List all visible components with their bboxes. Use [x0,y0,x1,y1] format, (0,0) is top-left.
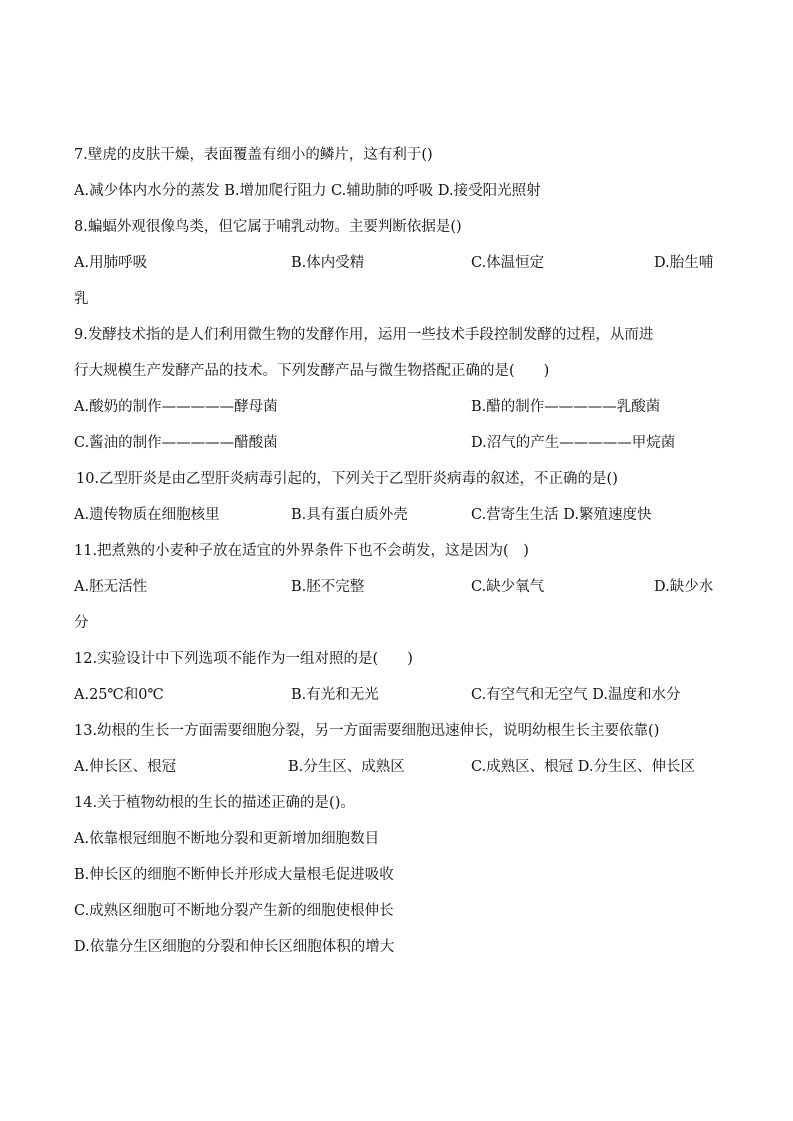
question-14-option-a: A.依靠根冠细胞不断地分裂和更新增加细胞数目 [74,831,380,847]
question-9-option-d: D.沼气的产生—————甲烷菌 [471,435,676,451]
question-9-stem-line-2: 行大规模生产发酵产品的技术。下列发酵产品与微生物搭配正确的是( ) [74,363,550,379]
question-11-stem: 11.把煮熟的小麦种子放在适宜的外界条件下也不会萌发，这是因为( ) [74,543,529,559]
question-13-option-cd: C.成熟区、根冠 D.分生区、伸长区 [471,759,696,775]
question-14-option-d: D.依靠分生区细胞的分裂和伸长区细胞体积的增大 [74,939,395,955]
question-10-option-b: B.具有蛋白质外壳 [291,507,408,523]
question-9-stem-line-1: 9.发酵技术指的是人们利用微生物的发酵作用，运用一些技术手段控制发酵的过程，从而进 [74,327,654,343]
question-9-option-a: A.酸奶的制作—————酵母菌 [74,399,278,415]
question-10-option-cd: C.营寄生生活 D.繁殖速度快 [471,507,652,523]
question-14-option-b: B.伸长区的细胞不断伸长并形成大量根毛促进吸收 [74,867,394,883]
question-8-option-d: D.胎生哺 [654,255,714,271]
question-11-option-b: B.胚不完整 [291,579,365,595]
question-8-stem: 8.蝙蝠外观很像鸟类，但它属于哺乳动物。主要判断依据是() [74,219,462,235]
question-8-option-c: C.体温恒定 [471,255,545,271]
question-11-option-d-continued: 分 [74,615,89,631]
question-9-option-b: B.醋的制作—————乳酸菌 [471,399,661,415]
question-14-stem: 14.关于植物幼根的生长的描述正确的是()。 [74,795,355,811]
question-11-option-c: C.缺少氧气 [471,579,545,595]
question-14-option-c: C.成熟区细胞可不断地分裂产生新的细胞使根伸长 [74,903,394,919]
question-13-option-a: A.伸长区、根冠 [74,759,177,775]
question-10-stem: 10.乙型肝炎是由乙型肝炎病毒引起的，下列关于乙型肝炎病毒的叙述，不正确的是() [76,471,618,487]
question-9-option-c: C.酱油的制作—————醋酸菌 [74,435,278,451]
question-8-option-b: B.体内受精 [291,255,365,271]
question-12-stem: 12.实验设计中下列选项不能作为一组对照的是( ) [74,651,413,667]
question-10-option-a: A.遗传物质在细胞核里 [74,507,220,523]
question-12-option-b: B.有光和无光 [291,687,379,703]
question-11-option-d: D.缺少水 [654,579,714,595]
question-8-option-d-continued: 乳 [74,291,89,307]
question-7-options: A.减少体内水分的蒸发 B.增加爬行阻力 C.辅助肺的呼吸 D.接受阳光照射 [74,183,541,199]
question-13-option-b: B.分生区、成熟区 [288,759,405,775]
question-12-option-a: A.25℃和0℃ [74,687,164,703]
question-8-option-a: A.用肺呼吸 [74,255,148,271]
question-7-stem: 7.壁虎的皮肤干燥，表面覆盖有细小的鳞片，这有利于() [74,147,433,163]
question-13-stem: 13.幼根的生长一方面需要细胞分裂，另一方面需要细胞迅速伸长，说明幼根生长主要依靠() [74,723,660,739]
question-11-option-a: A.胚无活性 [74,579,148,595]
question-12-option-cd: C.有空气和无空气 D.温度和水分 [471,687,681,703]
